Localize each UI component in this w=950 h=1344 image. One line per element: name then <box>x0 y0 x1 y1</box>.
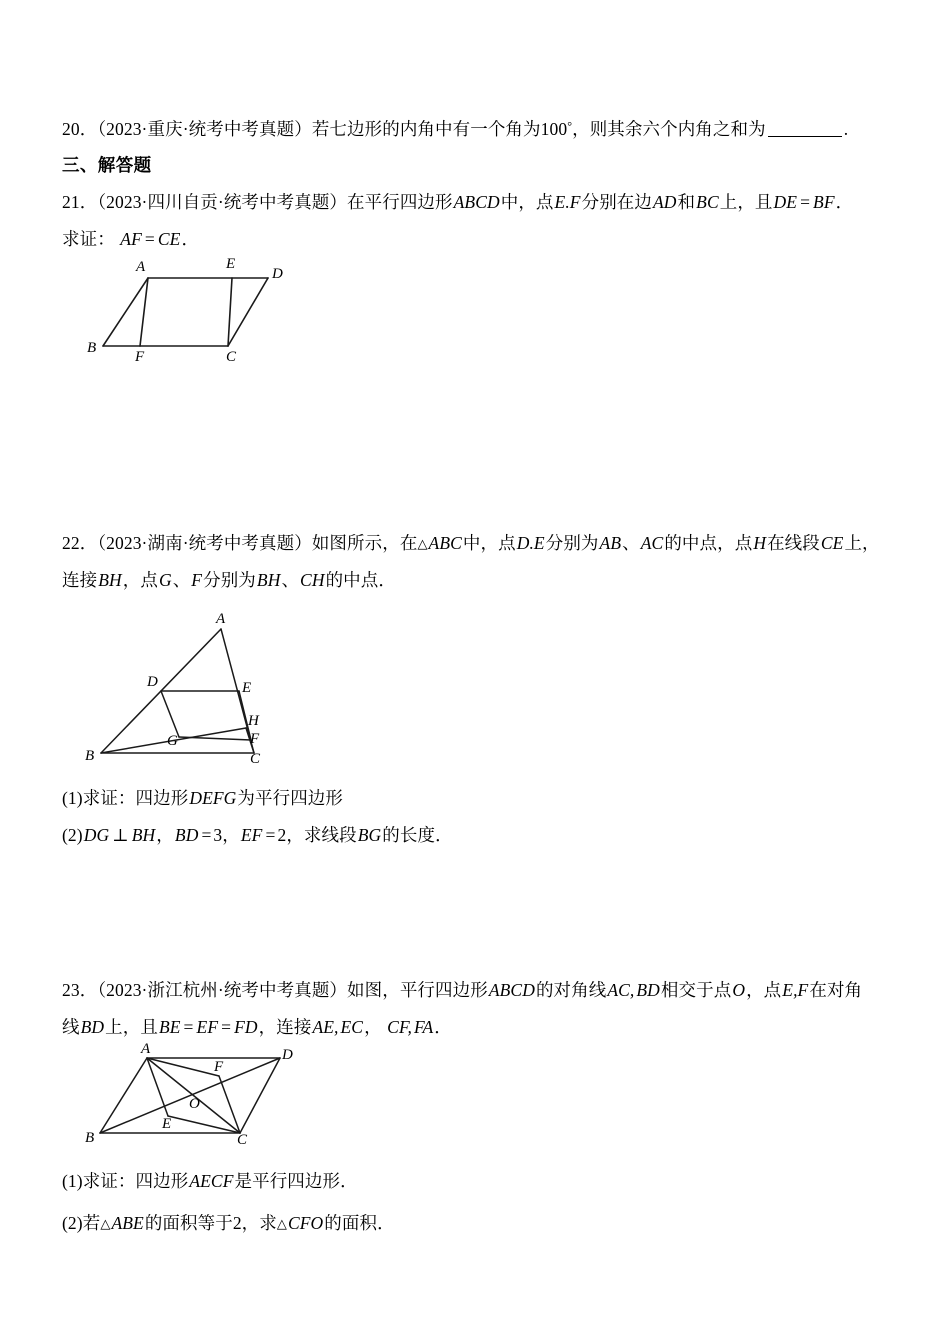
q22-var-abc: ABC <box>428 533 462 553</box>
figure-q21-label-F: F <box>135 349 145 365</box>
figure-q21-label-B: B <box>87 340 97 356</box>
q20-degree-symbol: ° <box>567 119 573 133</box>
figure-q22-label-C: C <box>250 751 261 767</box>
figure-q23-label-A: A <box>141 1041 151 1057</box>
q22-var-f: F <box>191 570 203 590</box>
q23-comma: ， <box>364 1017 382 1037</box>
figure-q22-label-F: F <box>250 731 260 747</box>
figure-q23-label-D: D <box>282 1047 293 1063</box>
q22-var-bh-2: BH <box>256 570 281 590</box>
q22-var-h: H <box>753 533 767 553</box>
q22-sub1-label: 求证： <box>82 788 136 808</box>
q23-sub1-text-b: 是平行四边形． <box>234 1171 358 1191</box>
q21-var-abcd: ABCD <box>453 192 500 212</box>
question-23-sub-1 <box>62 1168 912 1194</box>
q20-answer-blank[interactable] <box>768 122 842 137</box>
q23-var-o: O <box>732 980 746 1000</box>
figure-q22-label-D: D <box>147 674 158 690</box>
q21-period: ． <box>835 192 854 212</box>
q23-text-b: 的对角线 <box>535 980 607 1000</box>
q21-prove-ce: CE <box>157 229 181 249</box>
q23-text-a: 如图，平行四边形 <box>347 980 488 1000</box>
figure-q22-label-G: G <box>167 733 178 749</box>
question-21-line-1 <box>62 189 912 215</box>
figure-q22 <box>85 612 285 772</box>
q23-text-e: 在对角 <box>809 980 863 1000</box>
question-21-line-2 <box>62 226 912 252</box>
q22-triangle-symbol: △ <box>417 537 428 552</box>
q23-eq-fd: FD <box>234 1017 258 1037</box>
segment-AB <box>100 1058 147 1133</box>
q23-eq-be: BE <box>158 1017 181 1037</box>
q22-line2-d: 的中点． <box>325 570 396 590</box>
q22-source: （2023·湖南·统考中考真题） <box>97 533 312 553</box>
question-23-line-1 <box>62 977 912 1003</box>
q22-var-ac: AC <box>640 533 664 553</box>
q22-sub1-text-b: 为平行四边形 <box>237 788 344 808</box>
figure-q21-label-E: E <box>226 256 236 272</box>
q22-var-de: D.E <box>516 533 545 553</box>
q22-line2-b: ，点 <box>122 570 158 590</box>
q23-number: 23． <box>62 980 98 1000</box>
q22-sub2-val-1: 3 <box>213 825 223 845</box>
figure-q23-label-E: E <box>162 1116 172 1132</box>
q23-sub2-text-b: 的面积等于 <box>144 1213 233 1233</box>
q22-var-ch: CH <box>300 570 325 590</box>
figure-q21 <box>85 256 295 372</box>
q23-var-ec: EC <box>340 1017 364 1037</box>
segment-EC <box>228 278 232 346</box>
figure-q21-label-D: D <box>272 266 283 282</box>
q21-var-ef: E.F <box>554 192 581 212</box>
q23-var-fa: FA <box>413 1017 434 1037</box>
q23-triangle-symbol-2: △ <box>276 1217 287 1232</box>
figure-q23 <box>85 1041 300 1150</box>
q23-sub2-var-cfo: CFO <box>287 1213 324 1233</box>
segment-DC <box>228 278 268 346</box>
q23-var-abcd: ABCD <box>488 980 535 1000</box>
q21-prove-period: ． <box>181 229 200 249</box>
q22-sub2-text-a: ，求线段 <box>286 825 357 845</box>
q22-sub2-text-b: 的长度． <box>382 825 453 845</box>
perpendicular-icon: ⊥ <box>112 825 129 845</box>
q20-source: （2023·重庆·统考中考真题） <box>97 119 312 139</box>
question-22-sub-2 <box>62 822 912 848</box>
q23-sub1-label: 求证： <box>82 1171 136 1191</box>
q22-sub2-comma-2: ， <box>222 825 240 845</box>
q22-text-e: 在线段 <box>767 533 820 553</box>
q22-dun-3: 、 <box>281 570 300 590</box>
q22-line2-a: 连接 <box>62 570 98 590</box>
q23-text-d: ，点 <box>746 980 782 1000</box>
q23-var-bd-2: BD <box>80 1017 105 1037</box>
q23-var-ac: AC, <box>607 980 635 1000</box>
figure-q23-label-O: O <box>189 1096 200 1112</box>
q22-sub2-var-bh: BH <box>131 825 156 845</box>
q22-sub2-eq-1: = <box>201 825 212 845</box>
q23-text-c: 相交于点 <box>660 980 732 1000</box>
q22-sub2-var-bd: BD <box>174 825 199 845</box>
figure-q23-label-F: F <box>214 1059 224 1075</box>
q21-prove-af: AF <box>120 229 142 249</box>
q22-sub1-var: DEFG <box>189 788 237 808</box>
q20-text-b: ，则其余六个内角之和为 <box>572 119 766 139</box>
q22-sub1-marker: (1) <box>62 788 83 808</box>
q23-sub2-text-a: 若 <box>82 1213 101 1233</box>
figure-q22-svg <box>85 612 285 772</box>
figure-q23-label-C: C <box>237 1132 248 1148</box>
q22-dun-2: 、 <box>172 570 191 590</box>
q21-eq-sign: = <box>800 192 811 212</box>
q20-value: 100 <box>540 119 568 139</box>
q23-line2-c: ，连接 <box>258 1017 312 1037</box>
q23-sub1-var: AECF <box>189 1171 234 1191</box>
q21-eq-bf: BF <box>813 192 835 212</box>
question-22-sub-1 <box>62 785 912 811</box>
question-20 <box>62 113 912 142</box>
q23-sub2-value: 2 <box>232 1213 242 1233</box>
question-22-line-2 <box>62 567 912 593</box>
figure-q23-label-B: B <box>85 1130 95 1146</box>
q22-text-f: 上， <box>844 533 880 553</box>
question-23-sub-2 <box>62 1210 912 1238</box>
q21-text-c: 分别在边 <box>581 192 653 212</box>
q20-text-a: 若七边形的内角中有一个角为 <box>311 119 541 139</box>
q21-var-bc: BC <box>696 192 719 212</box>
q21-eq-de: DE <box>773 192 798 212</box>
section-heading: 三、解答题 <box>62 155 152 175</box>
q22-sub2-var-bg: BG <box>357 825 382 845</box>
q23-sub2-text-c: ，求 <box>241 1213 277 1233</box>
q20-number: 20． <box>62 119 98 139</box>
q22-var-ce: CE <box>820 533 844 553</box>
q22-dun-1: 、 <box>622 533 640 553</box>
q22-var-bh: BH <box>98 570 122 590</box>
question-22-line-1 <box>62 530 912 558</box>
figure-q22-label-E: E <box>242 680 252 696</box>
figure-q22-label-B: B <box>85 748 95 764</box>
q22-number: 22． <box>62 533 98 553</box>
q23-var-bd: BD <box>636 980 660 1000</box>
q23-line2-a: 线 <box>62 1017 80 1037</box>
segment-CD <box>240 1058 280 1133</box>
q23-var-ae: AE, <box>312 1017 339 1037</box>
q21-text-a: 在平行四边形 <box>347 192 453 212</box>
q22-text-d: 的中点，点 <box>664 533 753 553</box>
q23-source: （2023·浙江杭州·统考中考真题） <box>97 980 348 1000</box>
q22-var-ab: AB <box>599 533 622 553</box>
q23-line2-d: ． <box>434 1017 452 1037</box>
q23-eq-ef: EF <box>196 1017 219 1037</box>
q22-sub2-var-dg: DG <box>83 825 110 845</box>
q21-text-b: 中，点 <box>500 192 554 212</box>
q22-line2-c: 分别为 <box>203 570 256 590</box>
figure-q22-label-H: H <box>248 713 259 729</box>
question-23-line-2 <box>62 1014 912 1040</box>
segment-DG <box>161 691 179 737</box>
q22-text-a: 如图所示，在 <box>311 533 418 553</box>
q22-text-c: 分别为 <box>545 533 599 553</box>
q22-var-g: G <box>158 570 172 590</box>
figure-q21-label-A: A <box>136 259 146 275</box>
q23-eq-1: = <box>183 1017 194 1037</box>
q23-line2-b: 上，且 <box>105 1017 158 1037</box>
figure-q21-svg <box>85 259 295 372</box>
figure-q21-label-C: C <box>226 349 237 365</box>
q23-sub1-text-a: 四边形 <box>135 1171 189 1191</box>
q21-source: （2023·四川自贡·统考中考真题） <box>97 192 348 212</box>
q23-eq-2: = <box>221 1017 232 1037</box>
q22-text-b: 中，点 <box>462 533 516 553</box>
q21-var-ad: AD <box>653 192 677 212</box>
q22-sub2-marker: (2) <box>62 825 83 845</box>
q23-sub2-marker: (2) <box>62 1213 83 1233</box>
q20-period: . <box>843 119 849 139</box>
q22-sub1-text-a: 四边形 <box>135 788 189 808</box>
q21-prove-label: 求证： <box>62 229 115 249</box>
q23-sub1-marker: (1) <box>62 1171 83 1191</box>
q23-sub2-var-abe: ABE <box>111 1213 144 1233</box>
figure-q22-label-A: A <box>216 611 226 627</box>
q23-var-ef: E,F <box>782 980 809 1000</box>
q23-var-cf: CF, <box>387 1017 412 1037</box>
q21-prove-eq: = <box>144 229 155 249</box>
q22-sub2-var-ef: EF <box>240 825 263 845</box>
q21-number: 21． <box>62 192 98 212</box>
q22-sub2-val-2: 2 <box>277 825 287 845</box>
q22-sub2-eq-2: = <box>265 825 276 845</box>
q23-triangle-symbol-1: △ <box>100 1217 111 1232</box>
q22-sub2-comma-1: ， <box>156 825 174 845</box>
q21-text-d: 和 <box>677 192 696 212</box>
q23-sub2-text-d: 的面积． <box>324 1213 395 1233</box>
q21-text-e: 上，且 <box>719 192 773 212</box>
